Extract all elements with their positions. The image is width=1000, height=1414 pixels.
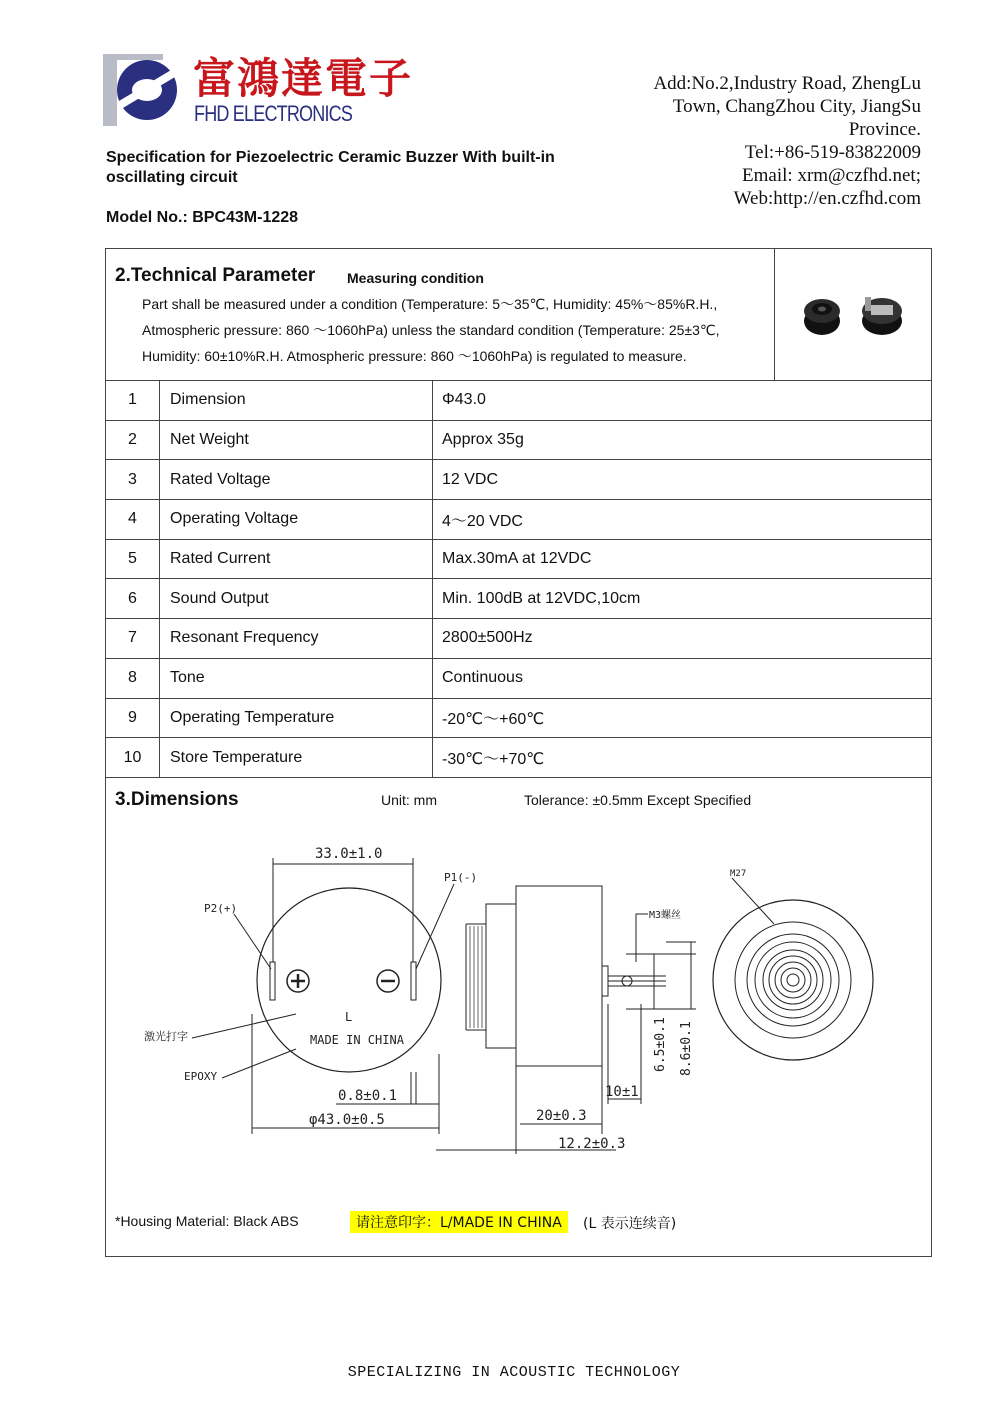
row-item: Store Temperature (160, 738, 433, 778)
dim-label: P1(-) (444, 871, 478, 884)
condition-label: Measuring condition (347, 270, 484, 286)
buzzer-photo (775, 249, 931, 380)
row-item: Dimension (160, 381, 433, 420)
row-number: 6 (106, 579, 160, 619)
row-item: Operating Temperature (160, 698, 433, 738)
row-value: Min. 100dB at 12VDC,10cm (433, 579, 932, 619)
row-value: -20℃～+60℃ (433, 698, 932, 738)
phone: Tel:+86-519-83822009 (744, 142, 921, 163)
condition-line: Part shall be measured under a condition (Temperature: 5～35℃, Humidity: 45%～85%R.H., (142, 296, 718, 312)
row-item: Rated Current (160, 539, 433, 579)
row-item: Rated Voltage (160, 460, 433, 500)
technical-parameter-box (106, 249, 775, 381)
row-number: 10 (106, 738, 160, 778)
row-value: Approx 35g (433, 420, 932, 460)
address-line: Town, ChangZhou City, JiangSu (672, 96, 921, 117)
table-row (106, 579, 931, 619)
row-item: Resonant Frequency (160, 619, 433, 659)
spec-title-line: oscillating circuit (106, 169, 238, 186)
table-row (106, 460, 931, 500)
company-cjk-name: 富鴻達電子 (193, 54, 414, 103)
row-item: Sound Output (160, 579, 433, 619)
row-item: Operating Voltage (160, 500, 433, 540)
row-value: 2800±500Hz (433, 619, 932, 659)
spec-title-line: Specification for Piezoelectric Ceramic Buzzer With built-in (106, 149, 555, 166)
address-line: Add:No.2,Industry Road, ZhengLu (653, 73, 921, 94)
dim-label: EPOXY (184, 1070, 218, 1083)
product-photo (775, 249, 931, 381)
spec-title (106, 148, 626, 188)
condition-line: Humidity: 60±10%R.H. Atmospheric pressure: 860 ～1060hPa) is regulated to measure. (142, 348, 687, 364)
condition-line: Atmospheric pressure: 860 ～1060hPa) unless the standard condition (Temperature: 25±3℃, (142, 322, 720, 338)
email: Email: xrm@czfhd.net; (742, 165, 921, 186)
dim-label: 12.2±0.3 (558, 1136, 626, 1152)
table-row (106, 619, 931, 659)
company-address (611, 72, 921, 210)
dim-label: P2(+) (204, 902, 238, 915)
company-name: FHD ELECTRONICS (194, 101, 353, 126)
row-number: 7 (106, 619, 160, 659)
table-row (106, 658, 931, 698)
row-number: 4 (106, 500, 160, 540)
spec-frame (105, 248, 932, 1257)
dim-label: 6.5±0.1 (653, 1017, 668, 1072)
row-number: 3 (106, 460, 160, 500)
dim-label: 0.8±0.1 (338, 1088, 398, 1104)
dimension-drawing (106, 814, 931, 1154)
row-number: 5 (106, 539, 160, 579)
parameter-table (106, 381, 931, 778)
dim-label: φ43.0±0.5 (309, 1112, 385, 1128)
page-footer: SPECIALIZING IN ACOUSTIC TECHNOLOGY (347, 1364, 681, 1381)
row-number: 1 (106, 381, 160, 420)
dim-label: M3螺丝 (649, 910, 682, 921)
company-logo (103, 50, 191, 130)
website: Web:http://en.czfhd.com (733, 188, 921, 209)
section-heading: 2.Technical Parameter (115, 265, 316, 286)
dim-label: 激光打字 (144, 1030, 188, 1043)
unit-label: Unit: mm (381, 792, 437, 808)
row-number: 9 (106, 698, 160, 738)
row-number: 2 (106, 420, 160, 460)
row-item: Tone (160, 658, 433, 698)
dim-label: M27 (730, 869, 747, 879)
dim-label: 20±0.3 (536, 1108, 587, 1124)
row-value: Continuous (433, 658, 932, 698)
row-value: Max.30mA at 12VDC (433, 539, 932, 579)
table-row (106, 698, 931, 738)
row-value: 12 VDC (433, 460, 932, 500)
address-line: Province. (848, 119, 921, 140)
dim-label: MADE IN CHINA (310, 1033, 404, 1047)
table-row (106, 539, 931, 579)
row-value: 4～20 VDC (433, 500, 932, 540)
housing-material: *Housing Material: Black ABS (115, 1213, 299, 1229)
dim-label: 33.0±1.0 (315, 846, 383, 862)
table-row (106, 381, 931, 420)
dim-label: 10±1 (605, 1084, 639, 1100)
row-item: Net Weight (160, 420, 433, 460)
row-number: 8 (106, 658, 160, 698)
printing-note: 请注意印字：L/MADE IN CHINA (350, 1211, 568, 1233)
table-row (106, 420, 931, 460)
row-value: Φ43.0 (433, 381, 932, 420)
printing-note-suffix: (L 表示连续音) (583, 1216, 677, 1232)
dim-label: L (345, 1010, 353, 1024)
table-row (106, 738, 931, 778)
table-row (106, 500, 931, 540)
row-value: -30℃～+70℃ (433, 738, 932, 778)
dim-label: 8.6±0.1 (679, 1021, 694, 1076)
section-heading: 3.Dimensions (115, 789, 239, 810)
tolerance-label: Tolerance: ±0.5mm Except Specified (524, 792, 752, 808)
model-number: Model No.: BPC43M-1228 (106, 209, 299, 226)
